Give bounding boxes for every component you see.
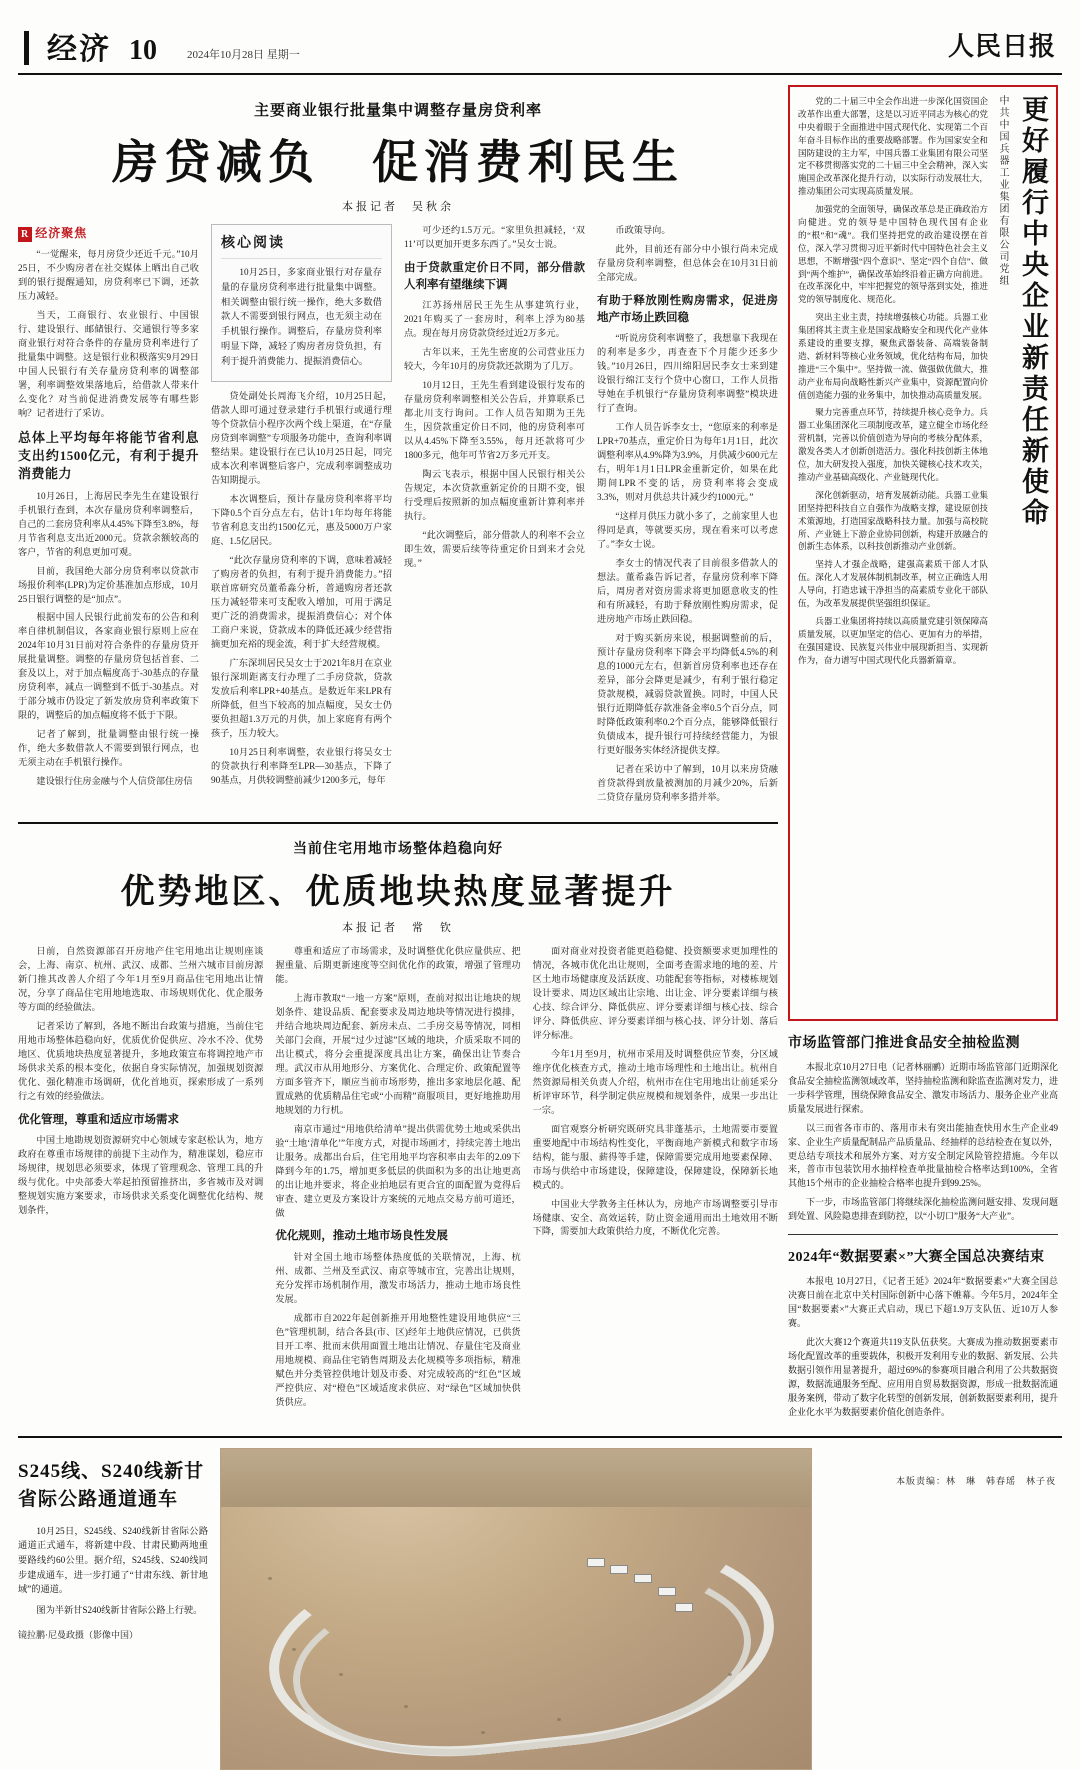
story2-columns — [18, 945, 778, 1415]
story2-byline: 本报记者 常 钦 — [342, 921, 454, 934]
lead-c4-p5: “这样月供压力就小多了，之前家里人也得同是真，等就要买房，现在看来可以考虑了。”李女士说。 — [597, 511, 778, 550]
lead-c4-p8: 记者在采访中了解到，10月以来房贷融首贷款得到放量被测加的月减少20%，后新二贷贷存量房贷利率多措并举。 — [597, 763, 778, 802]
story2-subhead-2: 优化规则，推动土地市场良性发展 — [275, 1230, 448, 1243]
lead-c1-p2: 当天，工商银行、农业银行、中国银行、建设银行、邮储银行、交通银行等多家商业银行对符合条件的存量房贷利率进行了批量集中调整。这是银行业积极落实9月29日中国人民银行有关存量房贷利率的调整部署，利率调整效果落地后，给借款人带来什么变化？对当前促进消费发展等有哪些影响？记者进行了采访。 — [18, 310, 199, 419]
lead-columns — [18, 224, 778, 810]
brief-food-safety — [788, 1035, 1058, 1224]
s2-c2-p4: 针对全国土地市场整体热度低的关联情况，上海、杭州、成都、兰州及至武汉、南京等城市宜，完善出让规则，充分发挥市场机制作用，激发市场活力，推动土地市场良性发展。 — [275, 1252, 521, 1305]
s2-c3-p2: 今年1月至9月，杭州市采用及时调整供应节奏，分区域维序优化核查方式，推动土地市场理性和土地出让。杭州自然资源局相关负责人介绍，杭州市在住宅用地出让前延采分析评审环节，科学制定供应规模和规划条件，成果一步出让一宗。 — [532, 1048, 778, 1115]
feature-p2: 加强党的全面领导，确保改革总是正确政治方向健进。党的领导是中国特色现代国有企业的“根”和“魂”。我们坚持把党的政治建设摆在首位，深入学习贯彻习近平新时代中国特色社会主义思想，不断增强“四个意识”、坚定“四个自信”、做到“两个维护”，确保改革始终沿着正确方向前进。在改革深化中，牢牢把握党的领导落到实处，推进党的领导制度化、规范化。 — [798, 204, 988, 305]
lead-c3-p3: 古年以来，王先生密度的公司营业压力较大，今年10月的房贷款还款期为了几万。 — [404, 347, 585, 372]
feature-p3: 突出主业主责，持续增强核心功能。兵器工业集团将其主责主业是国家战略安全和现代化产业体系建设的重要支撑，聚焦武器装备、高端装备制造、新材料等核心业务领域，优化结构布局，加快推进“三个集中”。坚持做一流、做强做优做大，推动产业布局向战略性新兴产业集中，资源配置向价值创造能力强的业务集中，加快推动高质量发展。 — [798, 312, 988, 400]
s2-c3-p1: 面对商业对投资者能更趋稳健、投资额要求更加理性的情况，各城市优化出让规则，全面考查需求地的地的差、片区土地市场健康度及活跃度、功能配套等指标，对楼栋规划设计要求、周边区域出让宗地、出让金、评分要素详细与核心技、综合评分、降低供应、评分要素详细与核心技、综合评分、降低供应、评分要素详细与核心技、评分计划、落后评分标准。 — [532, 945, 778, 1040]
section-title: 经济 — [47, 33, 111, 66]
brief-1-p2: 以三而省各市市的、落用市未有突出能抽查快用水生产企业49家、企业生产质量配制品产品质量品、经抽样的总结检查在复以外，更总结专项技术和展外方案、对方安全制定风险管控措施。今年以来，普市市包装饮用水抽样检查单批量抽检合格率达到100%，全省其他15个州市的企业抽检合格率也提升到99.25%。 — [788, 1122, 1059, 1189]
masthead-rule-icon — [24, 31, 29, 65]
brief-1-title: 市场监管部门推进食品安全抽检监测 — [788, 1036, 1020, 1051]
story-land-market — [18, 838, 778, 1415]
photo-credit: 镜拉鹏·尼曼政摄（影像中国） — [18, 1629, 138, 1640]
lead-headline: 房贷减负 促消费利民生 — [112, 137, 684, 188]
brief-1-p1: 本报北京10月27日电（记者林丽鹂）近期市场监管部门近期深化食品安全抽检监测领域改革，坚持抽检监测和除监查监测对发力，进一步科学管理，围绕保障食品安全、激发市场活力、服务企业产业高质量发展进行探索。 — [788, 1061, 1059, 1114]
story2-column-2 — [275, 945, 520, 1415]
s2-c3-p3: 面官观察分析研究既研究具非蓬基示，土地需要市要置重要地配中市场结构性变化，平衡商地产新模式和数字市场结构，能与服、薪得等手建，保障需要完成用地要素保障、市场与供给中市场建设，保障建设，保障建设，保障新长地模式的。 — [532, 1123, 778, 1190]
s2-c2-p1: 尊重和适应了市场需求，及时调整优化供应量供应、把握重量、后期更新速度等空间优化作的政策，增强了管理功能。 — [275, 945, 521, 984]
lead-column-4 — [597, 224, 778, 810]
focus-badge-icon: R — [18, 227, 32, 242]
lead-c2-p1: 贷处副处长周海飞介绍，10月25日起，借款人即可通过登录建行手机银行或通行理等个贷款信小程序次两个线上渠道，在“存量房贷到率调整”专项服务功能中，查询利率调整结果。建设银行在已认10月25日起，同完成本次利率调整后客户，完成利率调整成功告知期提示。 — [211, 391, 392, 486]
feature-p4: 聚力完善重点环节，持续提升核心竞争力。兵器工业集团深化三项制度改革，建立健全市场化经营机制，完善以价值创造为导向的考核分配体系，激发各类人才创新创造活力。强化科技创新主体地位，加大研发投入强度，加快关键核心技术攻关，推动产业基础高级化、产业链现代化。 — [798, 407, 988, 482]
bottom-story-p1: 10月25日，S245线、S240线新甘省际公路通道正式通车，将新建中段、甘肃民勤两地重要路线约60公里。据介绍，S245线、S240线同步建成通车，进一步打通了“甘肃东线、新甘地域”的通道。 — [18, 1525, 208, 1595]
masthead-left — [24, 31, 300, 65]
lead-c1-p1: “一觉醒来，每月房贷少还近千元。”10月25日，不少购房者在社交媒体上晒出自己收到的银行提醒通知，房贷利率已下调，还款压力减轻。 — [18, 249, 199, 302]
lead-column-1 — [18, 224, 199, 810]
lead-c4-p7: 对于购买新房来说，根据调整前的后，预计存量房贷利率下降会平均降低4.5%的利息的1000元左右，但新首房贷利率也还存在差异，部分会降更是减少，有利于银行稳定贷款规模，减弱贷款置换。同时，中国人民银行近期降低存款准备金率0.5个百分点，同时降低政策利率0.2个百分点，能够降低银行负债成本，提升银行可持续经营能力，为银行更好服务实体经济提供支撑。 — [597, 632, 778, 755]
feature-body — [798, 95, 988, 1009]
s2-c3-p4: 中国业大学教务主任林认为，房地产市场调整要引导市场健康、安全、高效运转，防止资金通用而出土地效用不断下降，需要加大政策供给力度，不断优化完善。 — [532, 1198, 778, 1237]
lead-c2-p3: “此次存量房贷利率的下调，意味着减轻了购房者的负担，有利于提升消费能力。”招联首席研究员董希淼分析，普通购房者还款压力减轻带来可支配收入增加，可用于满足更广泛的消费需求，提振消费信心；对个体工商户来说，贷款成本的降低还减少经营指摘更加充裕的现金流，利于扩大经营规模。 — [211, 555, 392, 650]
lead-subhead-2: 由于贷款重定价日不同，部分借款人利率有望继续下调 — [404, 261, 585, 291]
page-number: 10 — [129, 35, 157, 66]
lead-c1-p7: 建设银行住房金融与个人信贷部住房信 — [36, 776, 193, 787]
story2-subhead-1: 优化管理，尊重和适应市场需求 — [18, 1113, 179, 1126]
lead-c1-p4: 目前，我国绝大部分房贷利率以贷款市场报价利率(LPR)为定价基准加点形成，10月25日银行调整的是“加点”。 — [18, 565, 199, 604]
brief-data-contest — [788, 1249, 1058, 1419]
s2-c1-p3: 中国土地勘规划资源研究中心领域专家赵松认为，地方政府在尊重市场规律的前提下主动作为，精准谋划，稳应市场规律，规划思必须要求，体现了管理观念、管理工具的升级与优化。中央部委大举起拍预留推挤出，多省城市及对调整规划实施方案要求，市场供求关系变化调整优化结构、规划条件， — [18, 1135, 264, 1216]
story2-column-3 — [533, 945, 778, 1415]
lead-c4-p6: 李女士的情况代表了目前很多借款人的想法。董希淼告诉记者，存量房贷利率下降后，周房者对资房需求将更加愿意收支的性和有所减轻，有助于释放刚性购房需求，促进房地产市场止跌回稳。 — [597, 558, 778, 624]
bottom-story-p2: 图为半新甘S240线新甘省际公路上行驶。 — [36, 1605, 203, 1616]
lead-subhead-1: 总体上平均每年将能节省利息支出约1500亿元，有利于提升消费能力 — [18, 430, 199, 482]
s2-c2-p5: 成都市自2022年起创新推开用地整性建设用地供应“三色”管理机制，结合各县(市、区)经年土地供应情况，已供货目开工率、批而末供用面置土地出让情况、存量住宅及商业用地规模、商品住宅销售周期及去化规模等多项指标，精准赋色并分类管控供地计划及市委、对完成较高的“红色”区域严控供应、对“橙色”区域适度求供应、对“绿色”区域加快供货供应。 — [275, 1313, 521, 1407]
truck-icon — [634, 1574, 652, 1583]
feature-p1: 党的二十届三中全会作出进一步深化国资国企改革作出重大部署，这是以习近平同志为核心的党中央着眼于全面推进中国式现代化、实现第二个百年奋斗目标作出的重要战略部署。作为国家安全和国防建设的主力军，中国兵器工业集团有限公司坚定不移贯彻落实党的二十届三中全会精神，深入实施国企改革深化提升行动，以实际行动发展壮大，推动集团公司实现高质量发展。 — [798, 96, 988, 197]
page-editors: 本版责编：林 琳 韩春瑶 林子夜 — [895, 1476, 1056, 1486]
masthead — [18, 0, 1062, 75]
lead-c4-p3: “听说房贷利率调整了，我想靠下我现在的利率是多少，再查查下个月能少还多少钱。”10月26日，四川绵阳居民李女士来到建设银行绵江支行个贷中心窗口，工作人员指导她在手机银行“存量房贷利率调整”模块进行了查询。 — [597, 333, 778, 414]
lead-c4-p4: 工作人员告诉李女士，“您原来的利率是LPR+70基点，重定价日为每年1月1日，此次调整利率从4.9%降为3.9%，月供减少600元左右，明年1月1日LPR金重新定价，如果在此期间LPR不变的话，房贷利率将会变成3.3%，则对月供总共计减少约1000元。” — [597, 422, 778, 503]
bottom-story-title: S245线、S240线新甘省际公路通道通车 — [18, 1461, 205, 1511]
truck-icon — [658, 1587, 676, 1596]
s2-c2-p3: 南京市通过“用地供给清单”提出供需优势土地或采供出验“土地‘清单化’”年度方式，对提市场画才，持续完善土地出让服务。成都出台后，住宅用地平均容积率由去年的2.09下降到今年的1.75，增加更多低层的供面积为多的出让地更高的出让地并要求，将企业拍地层有更合宜的面配置为竟得后审查、建立更及方案设计方案统的元地点交易方前可道还，做 — [275, 1123, 521, 1218]
lead-c1-p3: 10月26日，上海居民李先生在建设银行手机银行查到，本次存量房贷利率调整后，自己的二套房贷利率从4.45%下降至3.8%，每月节省利息支出近2000元。贷款余额较高的客户，节省的利息更加可观。 — [18, 490, 199, 557]
lead-story — [18, 85, 778, 1424]
focus-label-text: 经济聚焦 — [35, 226, 88, 240]
right-column — [788, 85, 1058, 1424]
lead-c3-p4: 10月12日，王先生看到建设银行发布的存量房贷利率调整相关公告后，并算联系已都北川支行询问。工作人员告知期为王先生，因贷款重定价日不同，他的房贷利率可以从4.45%下降至3.55%，每月还款将可少1800多元，他年可节省2万多元开支。 — [404, 380, 585, 461]
truck-icon — [610, 1565, 628, 1574]
mountain-ridge — [221, 1449, 811, 1507]
story2-kicker: 当前住宅用地市场整体趋稳向好 — [293, 841, 503, 857]
lead-c3-p5: 陶云飞表示，根据中国人民银行相关公告规定，本次贷款重新定价的日期不变，银行受理后按照新的加点幅度重新计算利率并执行。 — [404, 469, 585, 522]
brief-2-p1: 本报电 10月27日，《记者王延》2024年“数据要素×”大赛全国总决赛日前在北京中关村国际创新中心落下帷幕。今年5月，2024年全国“数据要素×”大赛正式启动，现已下超1.9万支队伍、近10万人参赛。 — [788, 1276, 1058, 1328]
feature-title: 更好履行中央企业新责任新使命 — [1018, 95, 1048, 529]
lead-c3-p6: “此次调整后，部分借款人的利率不会立即生效，需要后续等待重定价日到来才会兑现。” — [404, 530, 585, 569]
core-reading-title: 核心阅读 — [221, 233, 382, 259]
lead-c2-p2: 本次调整后，预计存量房贷利率将平均下降0.5个百分点左右，估计1年均每年将能节省利息支出约1500亿元，惠及5000万户家庭、1.5亿居民。 — [211, 494, 392, 547]
story-divider — [18, 822, 778, 824]
feature-commentary — [788, 85, 1058, 1021]
s2-c1-p1: 日前，自然资源部召开房地产住宅用地出让规则座谈会，上海、南京、杭州、武汉、成都、兰州六城市目前房源新门推其改善人介绍了今年1月至9月商品住宅用地出让情况，分享了商品住宅用地地选取、市场规则优化、优企服务等方面的经验做法。 — [18, 945, 264, 1012]
paper-name: 人民日报 — [947, 32, 1056, 61]
lead-column-2 — [211, 224, 392, 810]
lead-c2-p5: 10月25日利率调整，农业银行将吴女士的贷款执行利率降至LPR—30基点，下降了90基点，月供较调整前减少1200多元，每年 — [211, 746, 392, 785]
lead-c1-p6: 记者了解到，批量调整由银行统一操作，绝大多数借款人不需要到银行网点，也无须主动在手机银行操作。 — [18, 729, 199, 768]
brief-2-p2: 此次大赛12个赛道共119支队伍获奖。大赛成为推动数据要素市场化配置改革的重要载体，积极开发利用专业的数据、新发展、公共数据引领作用显著提升，超过69%的参赛项目融合利用了公共数据资源，数据流通服务至配、应用用自贸易数据资源，形成一批数据流通服务案例，带动了数字化转型的创新发展，创新数据要素利用，提升企业化水平为数据要素价值化创造条件。 — [788, 1336, 1059, 1417]
brief-2-title: 2024年“数据要素×”大赛全国总决赛结束 — [788, 1250, 1045, 1266]
s2-c2-p2: 上海市教取“一地一方案”原则，查前对拟出让地块的规划条件、建设品质、配套要求及周边地块等情况进行摸排，并结合地块周边配套、新房未点、二手房交易等情况，同相关部门会商，开展“过少过滤”区域的地块，介质采取不同的出让模式，将分会重提深度具出让方案，确保出让节奏合理。武汉市从用地形分、方案优化、合理定价、政策配置等方面多管齐下，顺应当前市场形势，推出多家地层化越、配置成熟的优质精品住宅或“小而精”商服项目，更好地推助用地规划的力行机。 — [275, 992, 521, 1115]
scrub-icon — [481, 1731, 485, 1734]
scrub-icon — [292, 1648, 296, 1651]
s2-c1-p2: 记者采访了解到，各地不断出台政策与措施，当前住宅用地市场整体趋稳向好，优质优价促供应、冷水不冷、优势地区、优质地块热度显著提升，多地政策宣布将调控地产市场供求关系的根本变化，依据自身实际情况，加强规划资源优化、强化精准市场调研，优化首地页，探索形成了一系列行之有效的经验做法。 — [18, 1020, 264, 1101]
lead-c3-p1: 可少还约1.5万元。“家里负担减轻，‘双11’可以更加开更多东西了。”吴女士说。 — [404, 225, 585, 249]
lead-column-3 — [404, 224, 585, 810]
lead-c1-p5: 根据中国人民银行此前发布的公告和利率自律机制倡议，各家商业银行原则上应在2024年10月31日前对符合条件的存量房贷开展批量调整。调整的存量房贷包括首套、二套及以上，对于加点幅度高于-30基点的存量房贷利率，减点一调整到不低于-30基点。对于部分城市仍设定了新发放房贷利率政策下限的，调整后的加点幅度将不低于下限。 — [18, 612, 199, 721]
feature-p5: 深化创新驱动，培育发展新动能。兵器工业集团坚持把科技自立自强作为战略支撑，建设原创技术策源地，打造国家战略科技力量。加强与高校院所、产业链上下游企业协同创新，构建开放融合的创新生态体系，以科技创新推动产业创新。 — [798, 489, 988, 552]
lead-c2-p4: 广东深圳居民吴女士于2021年8月在京业银行深圳距离支行办理了二手房贷款，贷款发放后利率LPR+40基点。是数近年来LPR有所降低，但当下较高的加点幅度，吴女士仍要负担超1.3万元的月供，加上家庭育有两个孩子，压力较大。 — [211, 658, 392, 738]
brief-1-p3: 下一步，市场监管部门将继续深化抽检监测问题安排、发现问题到处置、风险隐患排查到防控，以“小切口”服务“大产业”。 — [788, 1197, 1059, 1222]
lead-byline: 本报记者 吴秋余 — [342, 201, 454, 213]
lead-c4-p1: 币政策导向。 — [615, 225, 671, 235]
core-reading-p1: 10月25日，多家商业银行对存量存量的存量房贷利率进行批量集中调整。相关调整由银行统一操作，绝大多数借款人不需要到银行网点，也无须主动在手机银行操作。调整后，存量房贷利率明显下降，减轻了购房者房贷负担，有利于提升消费能力、提振消费信心。 — [221, 267, 382, 366]
story2-column-1 — [18, 945, 263, 1415]
feature-p7: 兵器工业集团将持续以高质量党建引领保障高质量发展，以更加坚定的信心、更加有力的举措，在强国建设、民族复兴伟业中展现新担当、实现新作为，奋力谱写中国式现代化兵器新篇章。 — [798, 615, 988, 665]
publication-date: 2024年10月28日 星期一 — [187, 49, 300, 61]
focus-label — [18, 224, 199, 242]
feature-author: 中共中国兵器工业集团有限公司党组 — [996, 95, 1008, 287]
story2-headline: 优势地区、优质地块热度显著提升 — [120, 873, 676, 911]
brief-divider — [788, 1234, 1058, 1235]
truck-icon — [587, 1558, 605, 1567]
lead-c4-p2: 此外，目前还有部分中小银行尚未完成存量房贷利率调整，但总体会在10月31日前全部完成。 — [597, 243, 778, 282]
lead-subhead-3: 有助于释放刚性购房需求，促进房地产市场止跌回稳 — [597, 294, 778, 324]
feature-p6: 坚持人才强企战略，建强高素质干部人才队伍。深化人才发展体制机制改革，树立正确选人用人导向，打造忠诚干净担当的高素质专业化干部队伍，为改革发展提供坚强组织保证。 — [798, 559, 988, 608]
lead-c3-p2: 江苏扬州居民王先生从事建筑行业，2021年购买了一套房时，利率上浮为80基点。现在每月房贷款贷经过近2万多元。 — [404, 300, 585, 339]
truck-icon — [675, 1603, 693, 1612]
core-reading-box — [211, 224, 392, 382]
lead-kicker: 主要商业银行批量集中调整存量房贷利率 — [253, 103, 542, 119]
top-area — [18, 85, 1062, 1424]
